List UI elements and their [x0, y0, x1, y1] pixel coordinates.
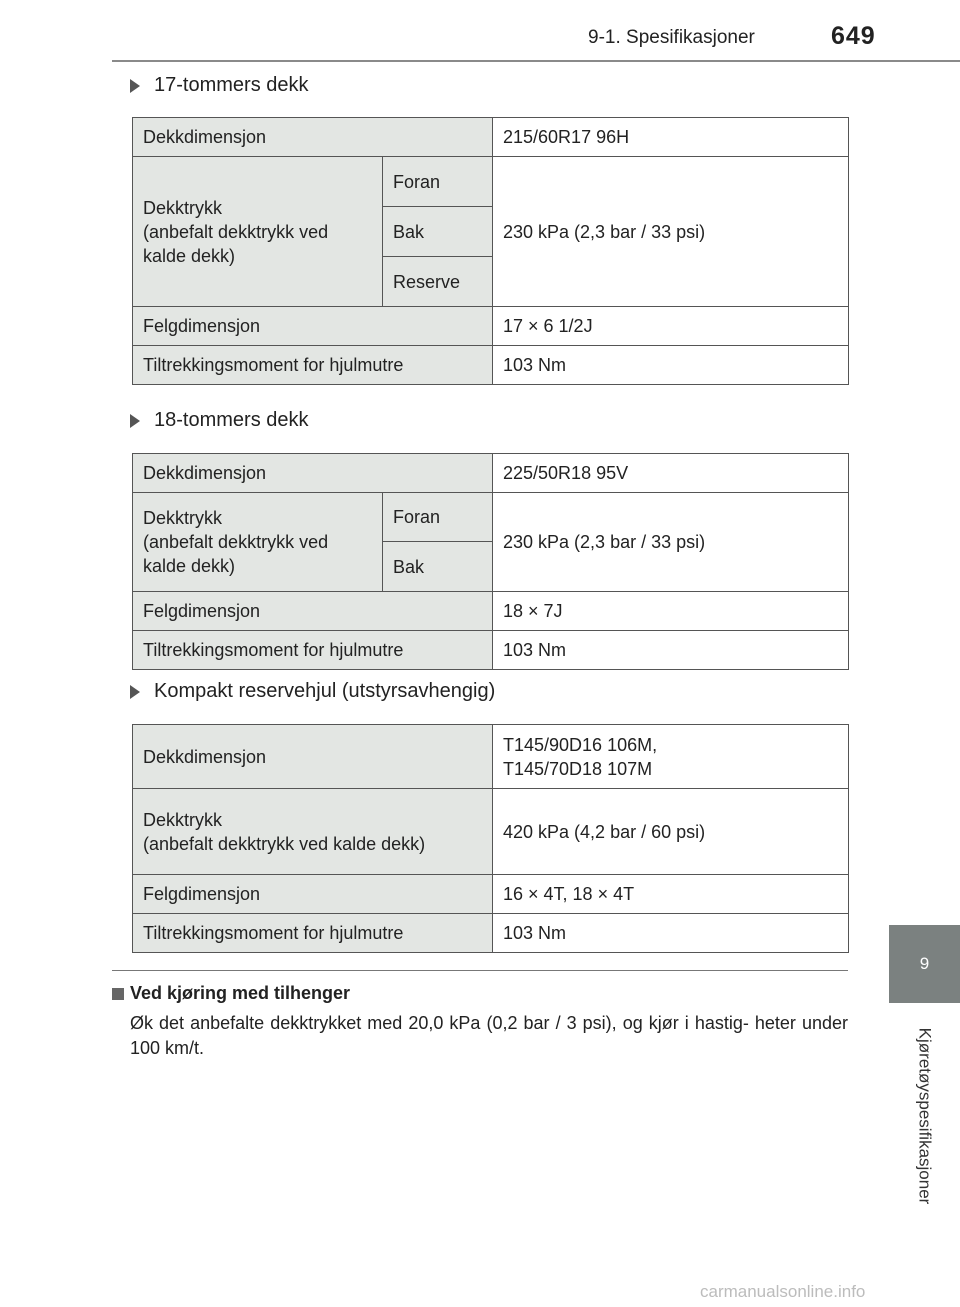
- spec-table-compact-spare: [132, 724, 849, 953]
- cell-label: Dekkdimensjon: [133, 118, 493, 157]
- section-heading-text: Kompakt reservehjul (utstyrsavhengig): [154, 680, 496, 702]
- cell-value: 18 × 7J: [493, 592, 849, 631]
- spec-table-17: [132, 117, 849, 385]
- cell-label: Tiltrekkingsmoment for hjulmutre: [133, 346, 493, 385]
- cell-position: Bak: [383, 207, 493, 257]
- cell-value: 230 kPa (2,3 bar / 33 psi): [493, 493, 849, 592]
- cell-value: 230 kPa (2,3 bar / 33 psi): [493, 157, 849, 307]
- chapter-label: [889, 1003, 960, 1228]
- cell-value: 103 Nm: [493, 346, 849, 385]
- note-heading: [112, 983, 350, 1004]
- cell-value: T145/90D16 106M, T145/70D18 107M: [493, 725, 849, 789]
- table-row: [133, 346, 849, 385]
- cell-label: Felgdimensjon: [133, 307, 493, 346]
- cell-label: Dekkdimensjon: [133, 454, 493, 493]
- table-row: [133, 307, 849, 346]
- table-row: [133, 914, 849, 953]
- cell-value: 17 × 6 1/2J: [493, 307, 849, 346]
- cell-value: 16 × 4T, 18 × 4T: [493, 875, 849, 914]
- cell-value: 225/50R18 95V: [493, 454, 849, 493]
- header-section-title: 9-1. Spesifikasjoner: [588, 27, 755, 48]
- cell-position: Bak: [383, 542, 493, 592]
- note-divider: [112, 970, 848, 971]
- table-row: [133, 592, 849, 631]
- chapter-number: 9: [919, 954, 930, 973]
- spec-table-18: [132, 453, 849, 670]
- triangle-bullet-icon: [130, 79, 140, 93]
- section-heading-17: [130, 74, 309, 97]
- cell-value: 420 kPa (4,2 bar / 60 psi): [493, 789, 849, 875]
- cell-label: Dekktrykk (anbefalt dekktrykk ved kalde dekk): [133, 789, 493, 875]
- section-heading-text: 17-tommers dekk: [154, 74, 309, 96]
- table-row: [133, 493, 849, 542]
- chapter-label-text: Kjøretøyspesifikasjoner: [915, 1027, 935, 1204]
- cell-position: Foran: [383, 157, 493, 207]
- table-row: [133, 789, 849, 875]
- note-title-text: Ved kjøring med tilhenger: [130, 983, 351, 1003]
- table-row: [133, 454, 849, 493]
- cell-label: Felgdimensjon: [133, 875, 493, 914]
- cell-label: Tiltrekkingsmoment for hjulmutre: [133, 914, 493, 953]
- cell-label: Tiltrekkingsmoment for hjulmutre: [133, 631, 493, 670]
- header-divider: [112, 60, 960, 62]
- section-heading-text: 18-tommers dekk: [154, 409, 309, 431]
- section-heading-compact-spare: [130, 680, 495, 703]
- chapter-tab[interactable]: [889, 925, 960, 1003]
- table-row: [133, 157, 849, 207]
- table-row: [133, 118, 849, 157]
- table-row: [133, 875, 849, 914]
- cell-label: Dekktrykk (anbefalt dekktrykk ved kalde dekk): [133, 493, 383, 592]
- section-heading-18: [130, 409, 309, 432]
- cell-value: 215/60R17 96H: [493, 118, 849, 157]
- triangle-bullet-icon: [130, 685, 140, 699]
- cell-value: 103 Nm: [493, 914, 849, 953]
- table-row: [133, 725, 849, 789]
- cell-position: Reserve: [383, 257, 493, 307]
- cell-label: Dekkdimensjon: [133, 725, 493, 789]
- note-body: Øk det anbefalte dekktrykket med 20,0 kPa (0,2 bar / 3 psi), og kjør i hastig- heter under 100 km/t.: [130, 1013, 848, 1058]
- watermark: carmanualsonline.info: [700, 1282, 866, 1301]
- triangle-bullet-icon: [130, 414, 140, 428]
- cell-label: Felgdimensjon: [133, 592, 493, 631]
- page-number: 649: [831, 22, 876, 50]
- cell-position: Foran: [383, 493, 493, 542]
- cell-value: 103 Nm: [493, 631, 849, 670]
- square-bullet-icon: [112, 988, 124, 1000]
- cell-label: Dekktrykk (anbefalt dekktrykk ved kalde dekk): [133, 157, 383, 307]
- table-row: [133, 631, 849, 670]
